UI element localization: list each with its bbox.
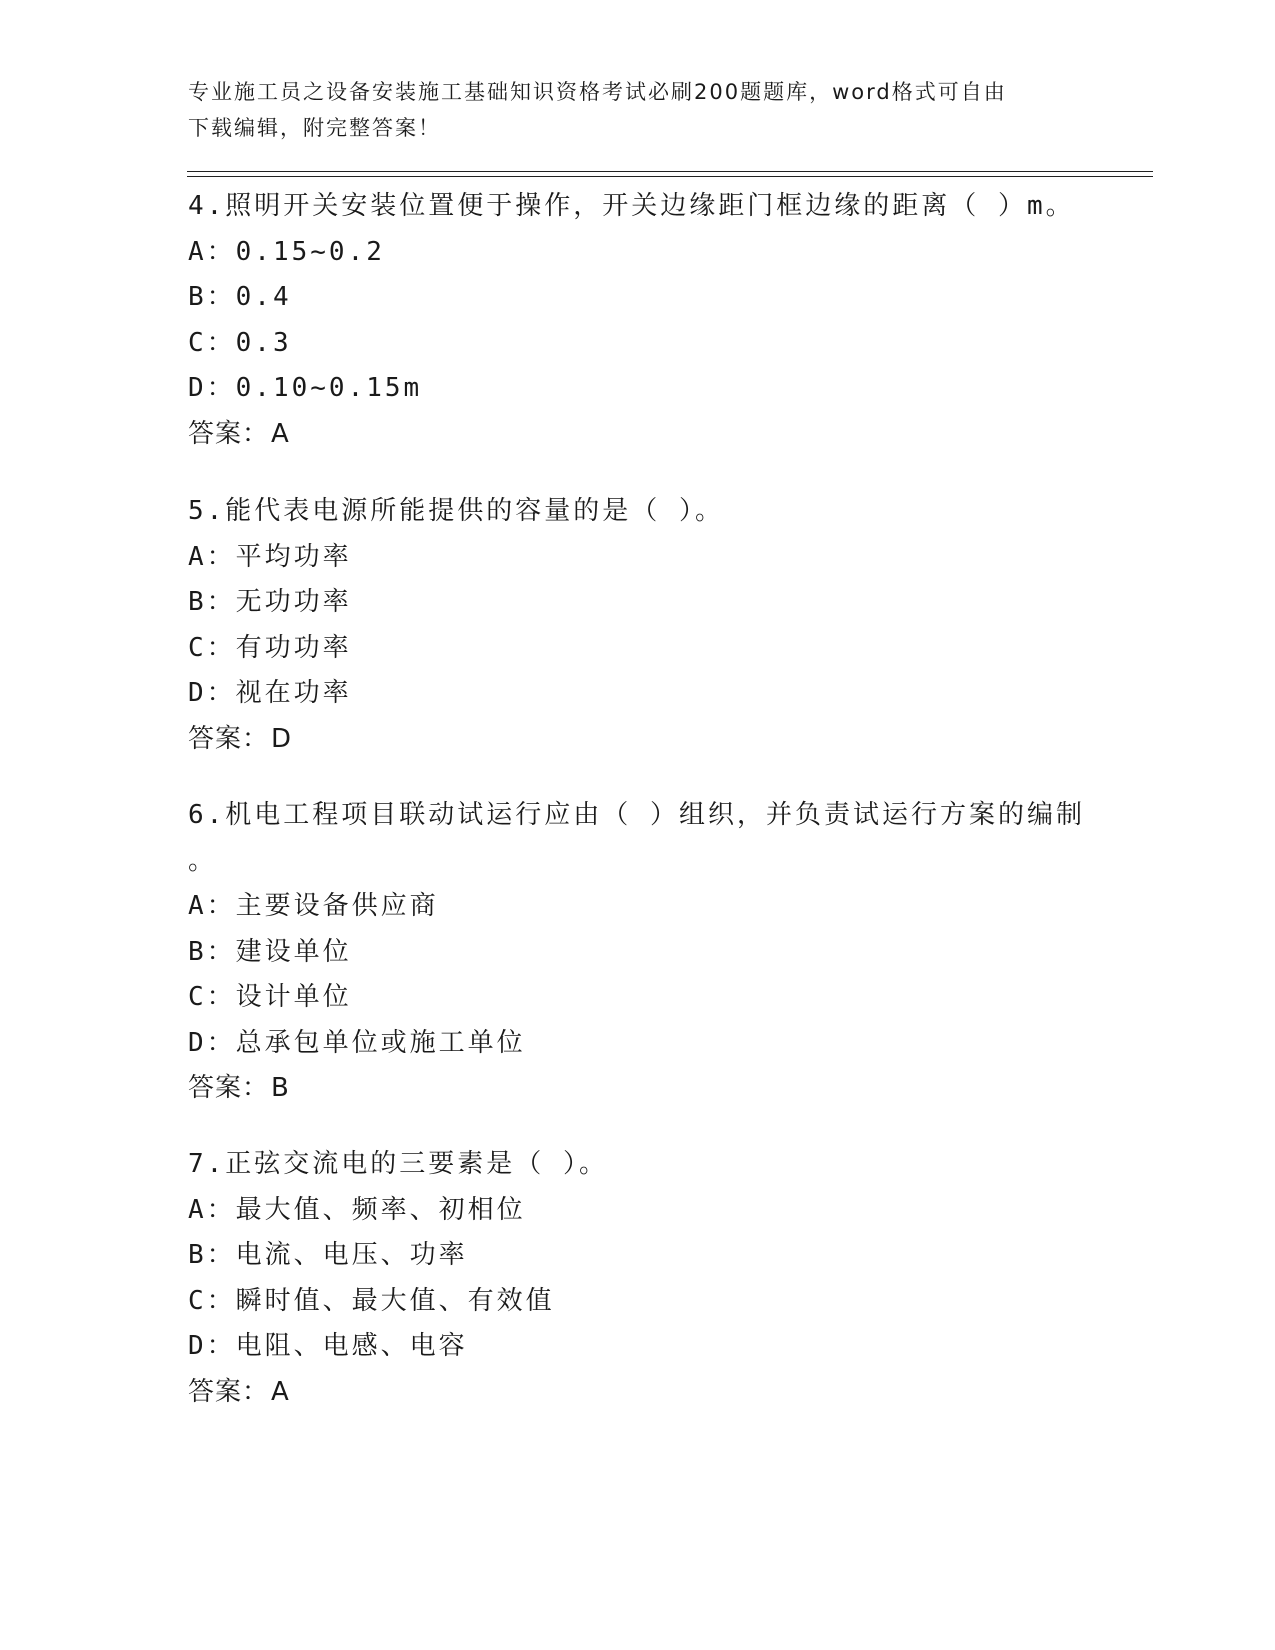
option-d: D：视在功率 bbox=[188, 678, 352, 708]
answer-value: D bbox=[271, 723, 293, 754]
option-b: B：0.4 bbox=[188, 282, 292, 312]
question-stem: 7.正弦交流电的三要素是（ ）。 bbox=[188, 1149, 608, 1179]
question-5 bbox=[188, 489, 1088, 762]
answer-label: 答案： bbox=[188, 1073, 270, 1103]
header-line-2: 下载编辑，附完整答案！ bbox=[188, 116, 441, 140]
answer-value: A bbox=[271, 418, 290, 449]
header-rule-bottom bbox=[187, 176, 1153, 177]
option-d: D：0.10~0.15m bbox=[188, 373, 423, 403]
document-header bbox=[188, 74, 1088, 146]
option-c: C：设计单位 bbox=[188, 982, 352, 1012]
question-stem: 5.能代表电源所能提供的容量的是（ ）。 bbox=[188, 496, 724, 526]
answer-value: B bbox=[271, 1073, 290, 1103]
option-c: C：有功功率 bbox=[188, 632, 352, 663]
option-b: B：无功功率 bbox=[188, 587, 352, 617]
answer-label: 答案： bbox=[188, 1376, 270, 1407]
header-rule-top bbox=[187, 171, 1153, 172]
answer-value: A bbox=[271, 1376, 290, 1407]
question-stem: 4.照明开关安装位置便于操作，开关边缘距门框边缘的距离（ ）m。 bbox=[188, 191, 1075, 221]
question-4 bbox=[188, 184, 1088, 457]
option-c: C：0.3 bbox=[188, 327, 292, 358]
question-stem-continued: 。 bbox=[188, 845, 218, 876]
option-d: D：电阻、电感、电容 bbox=[188, 1331, 468, 1361]
option-d: D：总承包单位或施工单位 bbox=[188, 1027, 526, 1058]
option-a: A：主要设备供应商 bbox=[188, 891, 439, 921]
question-6 bbox=[188, 793, 1088, 1112]
answer-line bbox=[188, 1066, 1088, 1112]
option-a: A：最大值、频率、初相位 bbox=[188, 1194, 526, 1225]
question-7 bbox=[188, 1142, 1088, 1415]
header-line-1: 专业施工员之设备安装施工基础知识资格考试必刷200题题库，word格式可自由 bbox=[188, 80, 1007, 104]
answer-line bbox=[188, 412, 1088, 458]
option-a: A：0.15~0.2 bbox=[188, 236, 385, 267]
option-b: B：电流、电压、功率 bbox=[188, 1240, 468, 1270]
option-b: B：建设单位 bbox=[188, 936, 352, 967]
answer-line bbox=[188, 717, 1088, 763]
option-a: A：平均功率 bbox=[188, 541, 352, 572]
answer-label: 答案： bbox=[188, 723, 270, 754]
question-stem: 6.机电工程项目联动试运行应由（ ）组织，并负责试运行方案的编制 bbox=[188, 800, 1085, 830]
option-c: C：瞬时值、最大值、有效值 bbox=[188, 1285, 555, 1316]
answer-label: 答案： bbox=[188, 418, 270, 449]
answer-line bbox=[188, 1370, 1088, 1416]
